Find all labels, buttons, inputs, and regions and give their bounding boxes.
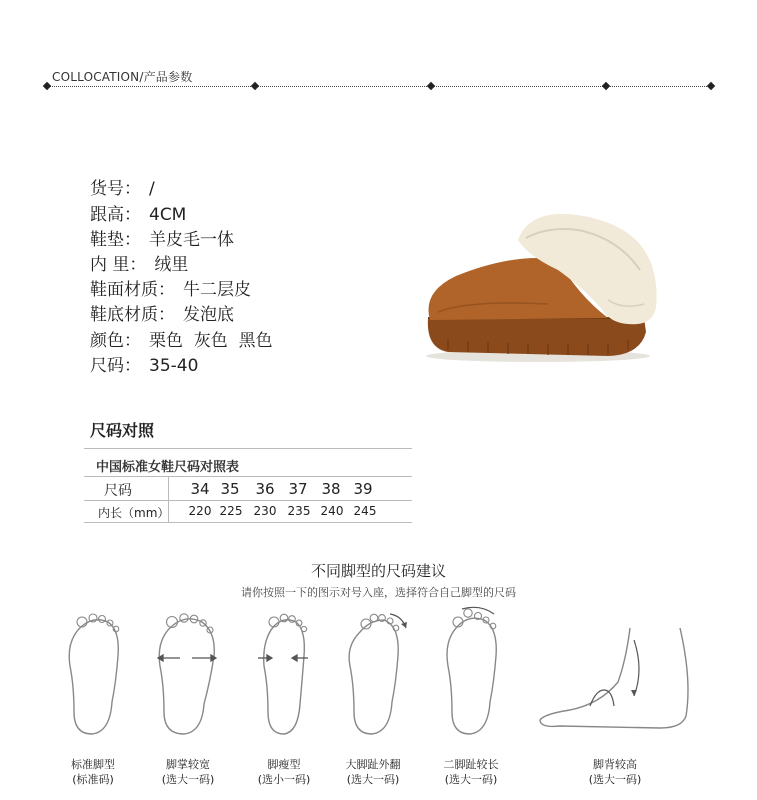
- table-top-border: [84, 448, 412, 449]
- foot-type-long-toe: [416, 757, 526, 787]
- spec-item-colors: 颜色： 栗色 灰色 黑色: [90, 331, 273, 351]
- size-section-title: 尺码对照: [90, 421, 155, 440]
- foot-type-standard: [38, 757, 148, 787]
- foot-bunion-icon: [340, 606, 412, 742]
- divider-diamond: [251, 82, 259, 90]
- foot-guide-subtitle: 请你按照一下的图示对号入座，选择符合自己脚型的尺码: [241, 586, 516, 599]
- foot-type-advice: (选大一码): [588, 773, 642, 786]
- length-cell: 245: [353, 504, 377, 518]
- divider-diamond: [707, 82, 715, 90]
- foot-type-advice: (标准码): [72, 773, 114, 786]
- header-divider: [47, 86, 711, 87]
- foot-type-name: 脚瘦型: [267, 758, 301, 771]
- foot-type-advice: (选小一码): [257, 773, 311, 786]
- spec-item-insole: 鞋垫： 羊皮毛一体: [90, 230, 234, 250]
- foot-type-high-instep: [560, 757, 670, 787]
- size-cell: 35: [220, 480, 240, 498]
- length-cell: 230: [253, 504, 277, 518]
- foot-type-name: 脚掌较宽: [166, 758, 210, 771]
- table-divider: [84, 476, 412, 477]
- divider-diamond: [43, 82, 51, 90]
- size-row-label: 尺码: [104, 483, 132, 499]
- length-cell: 235: [287, 504, 311, 518]
- size-cell: 39: [353, 480, 373, 498]
- spec-item-size: 尺码： 35-40: [90, 356, 199, 376]
- length-row-label: 内长（mm）: [98, 506, 170, 520]
- foot-high-instep-icon: [530, 620, 700, 740]
- length-cell: 240: [320, 504, 344, 518]
- header-title: COLLOCATION/产品参数: [52, 70, 193, 84]
- foot-long-toe-icon: [436, 606, 508, 742]
- foot-guide-title: 不同脚型的尺码建议: [310, 562, 446, 580]
- size-table-title: 中国标准女鞋尺码对照表: [96, 460, 240, 475]
- foot-type-wide: [133, 757, 243, 787]
- foot-type-name: 脚背较高: [593, 758, 637, 771]
- spec-item-upper: 鞋面材质： 牛二层皮: [90, 280, 251, 300]
- foot-type-name: 大脚趾外翻: [345, 758, 401, 771]
- product-slipper-image: [408, 200, 670, 365]
- spec-item-sku: 货号： /: [90, 179, 155, 199]
- table-divider: [84, 500, 412, 501]
- foot-wide-icon: [152, 612, 224, 742]
- foot-type-advice: (选大一码): [346, 773, 400, 786]
- divider-diamond: [427, 82, 435, 90]
- foot-type-advice: (选大一码): [161, 773, 215, 786]
- foot-thin-icon: [250, 612, 322, 742]
- divider-diamond: [602, 82, 610, 90]
- spec-item-lining: 内 里： 绒里: [90, 255, 189, 275]
- table-bottom-border: [84, 522, 412, 523]
- size-cell: 37: [288, 480, 308, 498]
- spec-item-heel: 跟高： 4CM: [90, 205, 187, 225]
- size-cell: 36: [255, 480, 275, 498]
- foot-standard-icon: [60, 612, 132, 742]
- foot-type-name: 二脚趾较长: [443, 758, 499, 771]
- length-cell: 220: [188, 504, 212, 518]
- foot-type-name: 标准脚型: [71, 758, 115, 771]
- foot-type-bunion: [318, 757, 428, 787]
- spec-item-sole: 鞋底材质： 发泡底: [90, 305, 234, 325]
- size-cell: 38: [321, 480, 341, 498]
- foot-type-advice: (选大一码): [444, 773, 498, 786]
- size-cell: 34: [190, 480, 210, 498]
- length-cell: 225: [219, 504, 243, 518]
